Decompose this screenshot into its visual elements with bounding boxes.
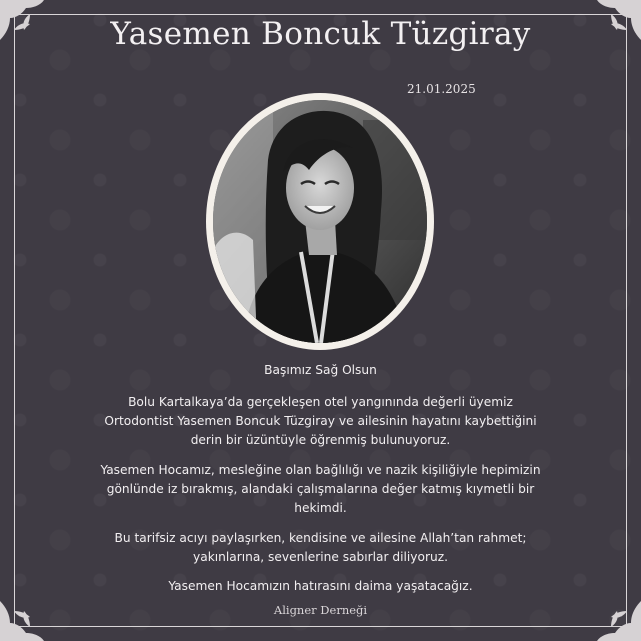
paragraph-4: Yasemen Hocamızın hatırasını daima yaşatacağız. [168, 579, 473, 593]
paragraph-1: Bolu Kartalkaya’da gerçekleşen otel yangınında değerli üyemiz Ortodontist Yasemen Boncuk Tüzgiray ve ailesinin hayatını kaybettiğini derin bir üzüntüyle öğrenmiş bulunuyoruz. [104, 395, 537, 447]
portrait-illustration [213, 100, 427, 343]
signature: Aligner Derneği [273, 603, 368, 617]
paragraph-2: Yasemen Hocamız, mesleğine olan bağlılığı ve nazik kişiliğiyle hepimizin gönlünde iz bırakmış, alandaki çalışmalarına değer katmış kıymetli bir hekimdi. [100, 463, 541, 515]
page-title: Yasemen Boncuk Tüzgiray [110, 16, 531, 52]
portrait-photo [213, 100, 427, 343]
condolence-heading: Başımız Sağ Olsun [264, 363, 377, 377]
date-label: 21.01.2025 [407, 82, 476, 96]
paragraph-3: Bu tarifsiz acıyı paylaşırken, kendisine ve ailesine Allah’tan rahmet; yakınlarına, sevenlerine sabırlar diliyoruz. [114, 531, 527, 564]
